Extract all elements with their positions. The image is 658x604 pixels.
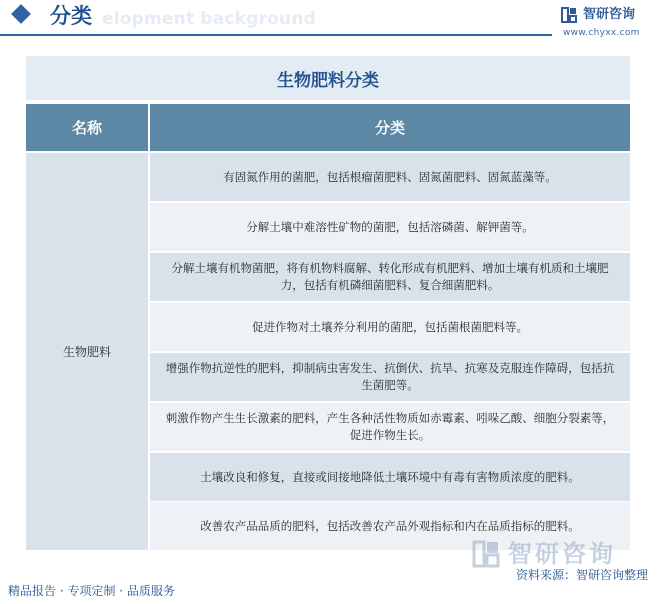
diamond-icon [11,4,31,24]
table-row: 促进作物对土壤养分利用的菌肥，包括菌根菌肥料等。 [150,303,630,351]
table-row: 增强作物抗逆性的肥料，抑制病虫害发生、抗倒伏、抗旱、抗寒及克服连作障碍，包括抗生菌肥等。 [150,353,630,401]
table-row: 分解土壤有机物菌肥，将有机物料腐解、转化形成有机肥料、增加土壤有机质和土壤肥力，包括有机磷细菌肥料、复合细菌肥料。 [150,253,630,301]
table-title: 生物肥料分类 [26,56,630,100]
watermark-logo [472,538,642,570]
page-title: 分类 [50,4,92,28]
footer-tagline: 精品报告 · 专项定制 · 品质服务 [8,584,175,598]
watermark-text: 智研咨询 [508,540,616,568]
column-header-category: 分类 [150,104,630,151]
name-cell: 生物肥料 [26,153,148,550]
table-row: 分解土壤中难溶性矿物的菌肥，包括溶磷菌、解钾菌等。 [150,203,630,251]
header-divider [0,34,552,36]
source-note: 资料来源：智研咨询整理 [515,568,648,582]
logo-name: 智研咨询 [583,7,636,22]
brand-logo [561,6,651,40]
classification-table [26,56,630,550]
chyxx-logo-icon [561,7,577,23]
table-row: 有固氮作用的菌肥，包括根瘤菌肥料、固氮菌肥料、固氮蓝藻等。 [150,153,630,201]
table-row: 刺激作物产生生长激素的肥料，产生各种活性物质如赤霉素、吲哚乙酸、细胞分裂素等，促进作物生长。 [150,403,630,451]
header-subtitle-watermark: elopment background [102,9,317,29]
column-header-name: 名称 [26,104,148,151]
page-header [0,0,658,44]
chyxx-watermark-icon [472,540,500,568]
logo-url: www.chyxx.com [563,28,640,38]
table-row: 改善农产品品质的肥料，包括改善农产品外观指标和内在品质指标的肥料。 [150,502,630,550]
table-row: 土壤改良和修复，直接或间接地降低土壤环境中有毒有害物质浓度的肥料。 [150,453,630,501]
